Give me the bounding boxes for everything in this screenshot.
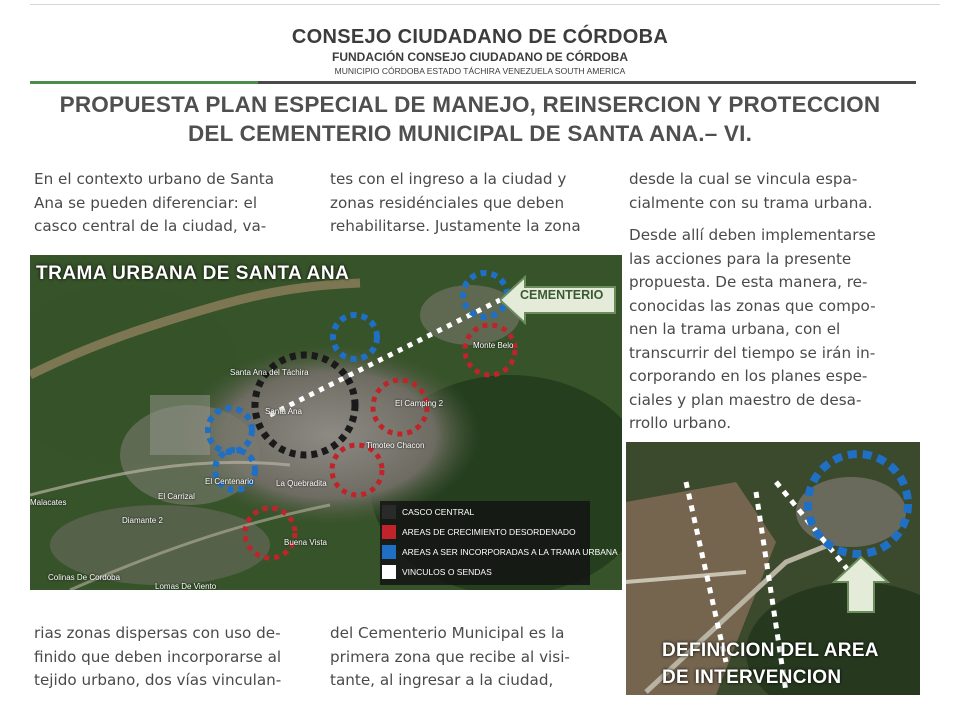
place-label: El Camping 2 — [395, 399, 444, 408]
place-label: Malacates — [30, 498, 67, 507]
text-line: transcurrir del tiempo se irán in- — [629, 343, 876, 362]
column-1-top — [34, 168, 314, 239]
text-line: del Cementerio Municipal es la — [330, 624, 565, 642]
legend-label: CASCO CENTRAL — [402, 507, 475, 517]
text-line: Desde allí deben implementarse — [629, 226, 876, 244]
page-title — [30, 90, 910, 148]
column-2-bottom — [330, 622, 612, 693]
text-line: En el contexto urbano de Santa — [34, 170, 275, 188]
place-label: Santa Ana del Táchira — [230, 368, 309, 377]
legend-swatch — [382, 505, 396, 519]
text-line: nen la trama urbana, con el — [629, 320, 841, 338]
text-line: Ana se pueden diferenciar: el — [34, 193, 258, 212]
title-line-2: DEL CEMENTERIO MUNICIPAL DE SANTA ANA.– VI. — [187, 121, 753, 146]
text-line: tejido urbano, dos vías vinculan- — [34, 671, 282, 689]
text-line: rrollo urbano. — [629, 414, 732, 432]
column-2-top — [330, 168, 612, 239]
map-legend — [380, 501, 618, 585]
place-label: Lomas De Viento — [155, 582, 217, 590]
header-rule — [258, 81, 916, 84]
place-label: Buena Vista — [284, 538, 327, 547]
text-line: rehabilitarse. Justamente la zona — [330, 217, 581, 235]
column-3 — [629, 168, 911, 436]
top-divider — [30, 4, 940, 5]
text-line: finido que deben incorporarse al — [34, 647, 282, 666]
intervention-photo — [626, 442, 920, 695]
place-label: Colinas De Cordoba — [48, 573, 121, 582]
column-1-bottom — [34, 622, 314, 693]
legend-item — [382, 503, 474, 521]
cemetery-label: CEMENTERIO — [520, 288, 604, 302]
place-label: Santa Ana — [265, 407, 302, 416]
legend-item — [382, 523, 576, 541]
text-line: primera zona que recibe al visi- — [330, 647, 570, 666]
place-label: La Quebradita — [276, 479, 327, 488]
legend-item — [382, 563, 492, 581]
text-line: las acciones para la presente — [629, 249, 852, 268]
legend-label: AREAS A SER INCORPORADAS A LA TRAMA URBANA — [402, 547, 618, 557]
legend-swatch — [382, 545, 396, 559]
foundation-name: FUNDACIÓN CONSEJO CIUDADANO DE CÓRDOBA — [331, 50, 628, 64]
place-label: Monte Belo — [473, 341, 514, 350]
text-line: conocidas las zonas que compo- — [629, 296, 876, 315]
text-line: desde la cual se vincula espa- — [629, 170, 858, 188]
legend-label: AREAS DE CRECIMIENTO DESORDENADO — [402, 527, 576, 537]
text-line: propuesta. De esta manera, re- — [629, 273, 868, 291]
header-rule-accent — [30, 81, 258, 84]
text-line: corporando en los planes espe- — [629, 367, 868, 385]
photo-title-line-2: DE INTERVENCION — [662, 667, 842, 688]
text-line: zonas residénciales que deben — [330, 193, 565, 212]
text-line: tante, al ingresar a la ciudad, — [330, 671, 554, 689]
legend-item — [382, 543, 618, 561]
place-label: Timoteo Chacon — [366, 441, 425, 450]
text-line: cialmente con su trama urbana. — [629, 193, 873, 212]
place-label: El Carrizal — [158, 492, 195, 501]
legend-swatch — [382, 565, 396, 579]
legend-label: VINCULOS O SENDAS — [402, 567, 492, 577]
map-title: TRAMA URBANA DE SANTA ANA — [36, 263, 350, 284]
text-line: casco central de la ciudad, va- — [34, 217, 267, 235]
photo-title-line-1: DEFINICION DEL AREA — [662, 640, 879, 661]
location-line: MUNICIPIO CÓRDOBA ESTADO TÁCHIRA VENEZUELA SOUTH AMERICA — [334, 66, 626, 76]
org-name: CONSEJO CIUDADANO DE CÓRDOBA — [291, 26, 669, 48]
legend-swatch — [382, 525, 396, 539]
place-label: El Centenario — [205, 477, 254, 486]
urban-map — [30, 255, 622, 590]
title-line-1: PROPUESTA PLAN ESPECIAL DE MANEJO, REINSERCION Y PROTECCION — [59, 92, 881, 117]
text-line: ciales y plan maestro de desa- — [629, 390, 862, 409]
place-label: Diamante 2 — [122, 516, 163, 525]
text-line: tes con el ingreso a la ciudad y — [330, 170, 567, 188]
text-line: rias zonas dispersas con uso de- — [34, 624, 281, 642]
photo-title — [662, 637, 879, 691]
